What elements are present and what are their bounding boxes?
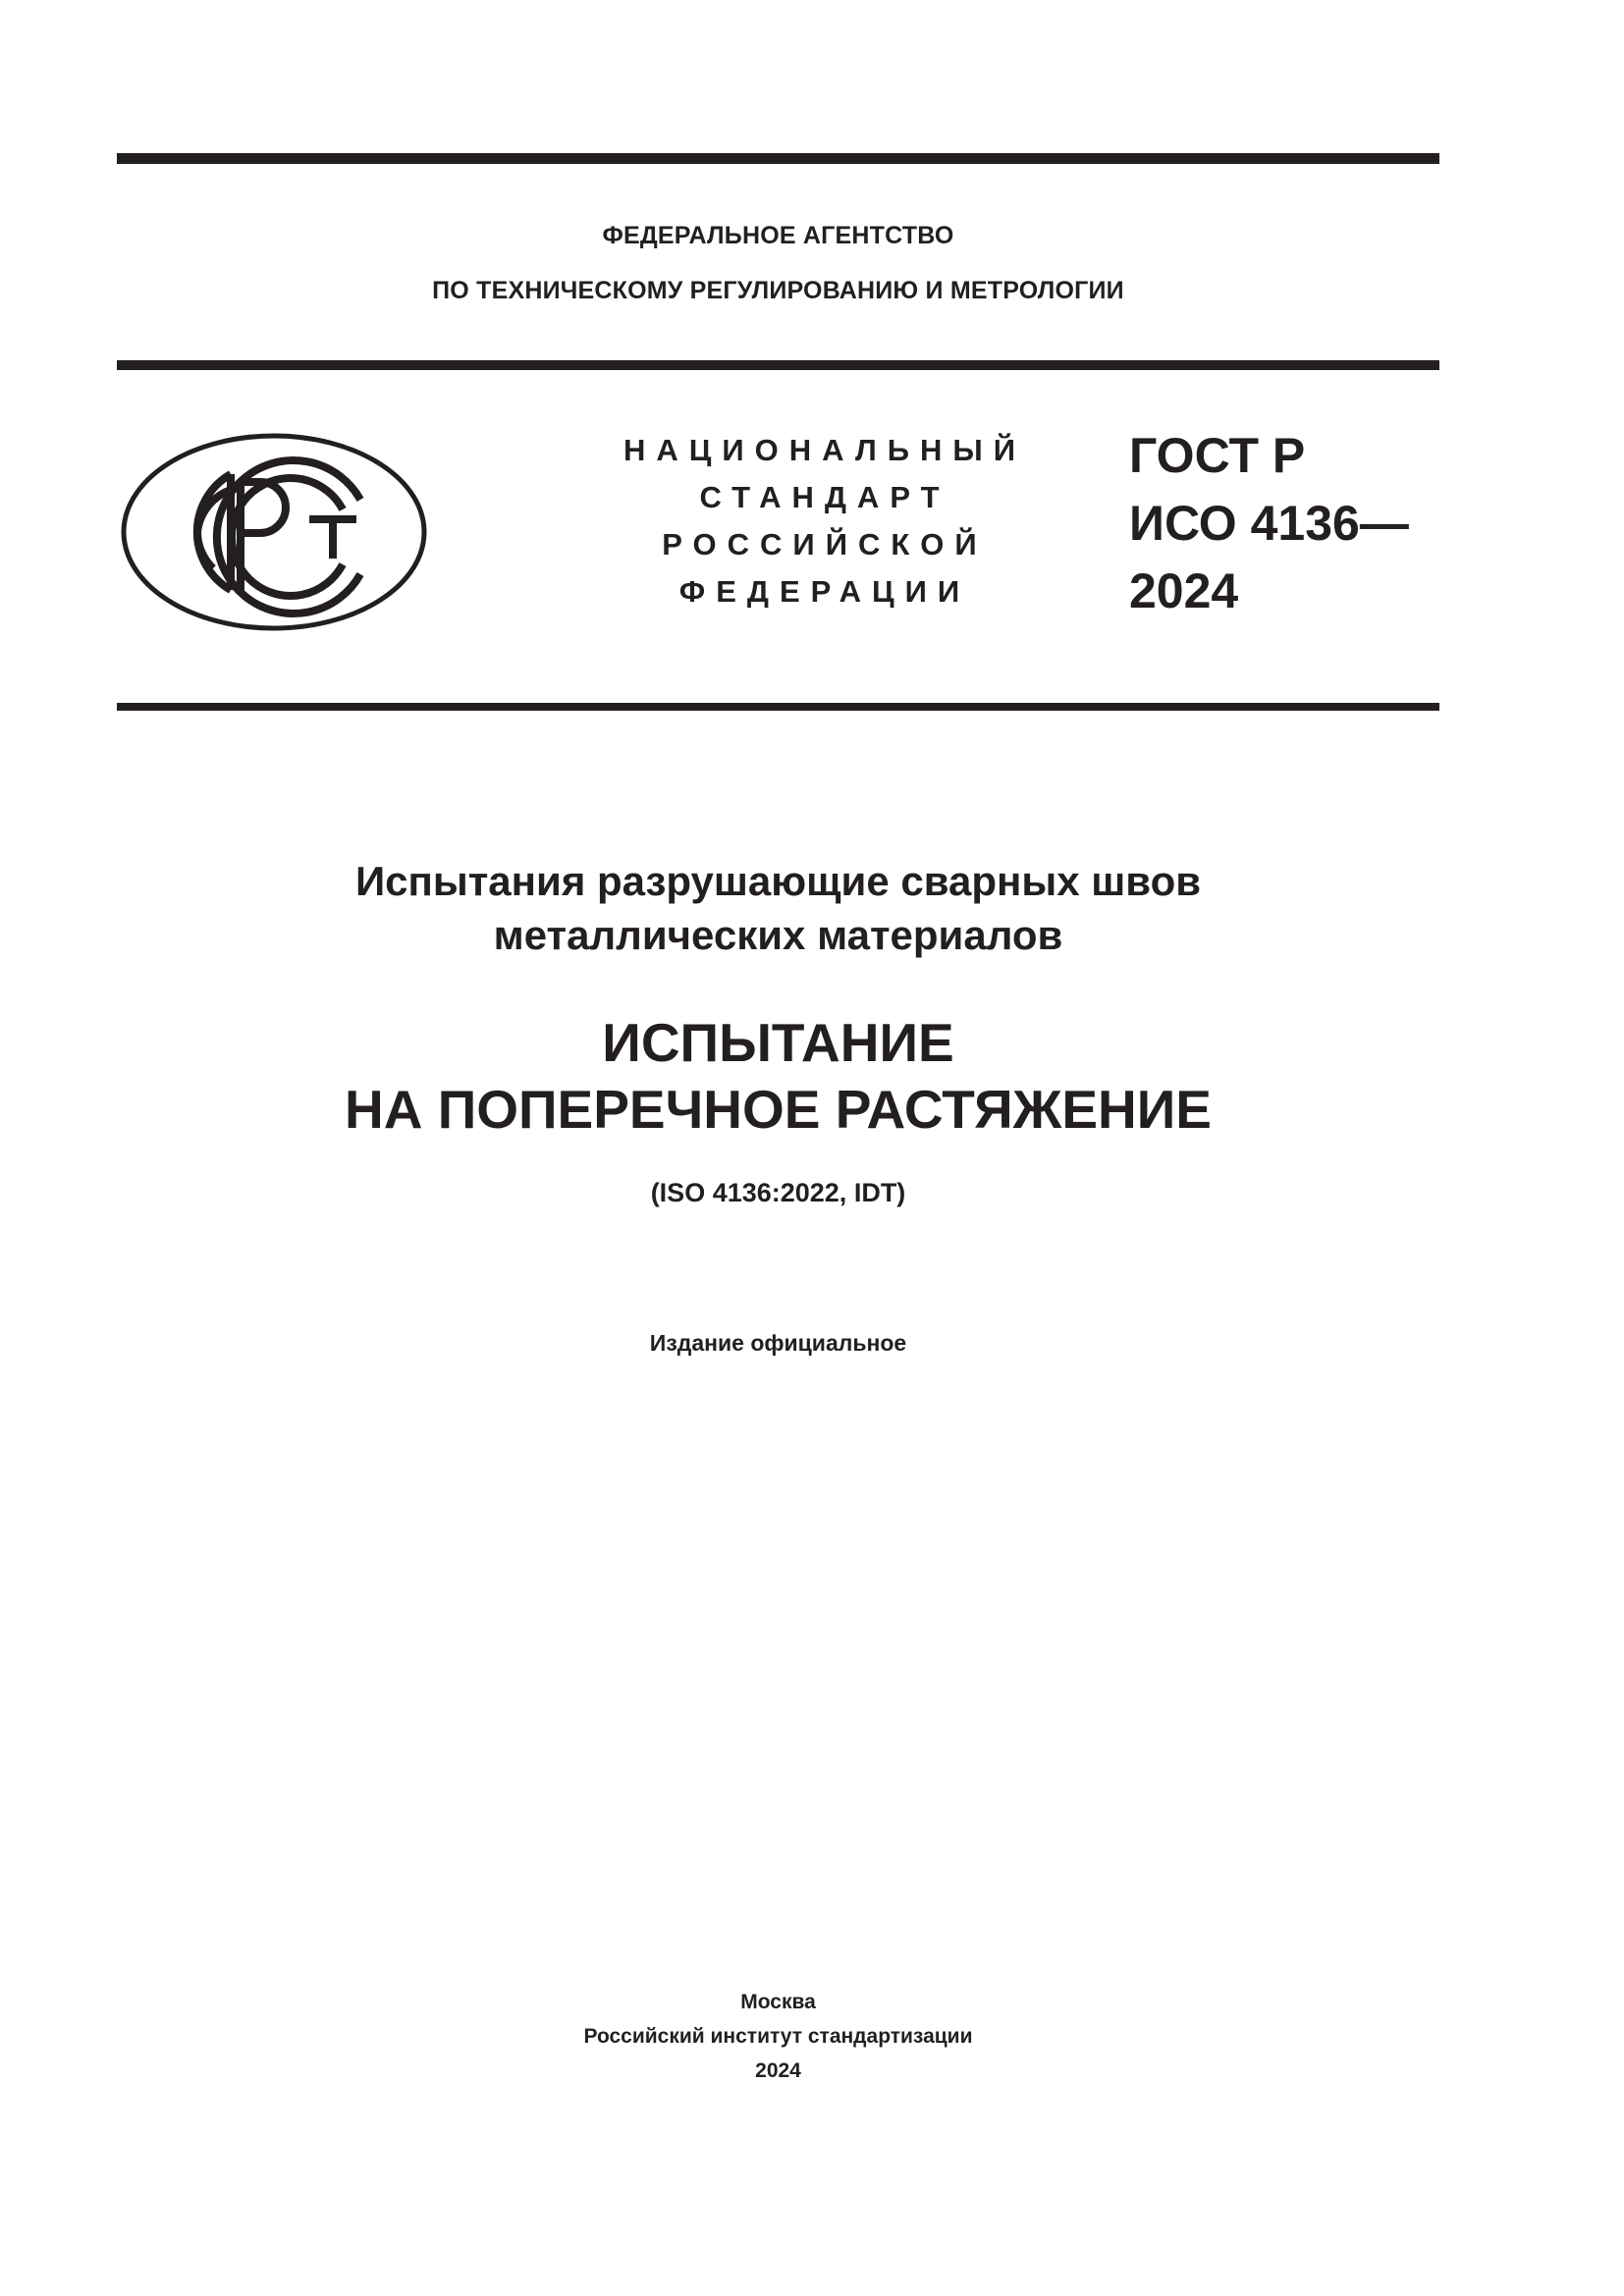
top-divider	[117, 153, 1439, 164]
agency-name-line-1: ФЕДЕРАЛЬНОЕ АГЕНТСТВО	[602, 222, 954, 249]
subtitle-line-1: Испытания разрушающие сварных швов	[354, 858, 1202, 904]
designation-line-3: 2024	[1129, 563, 1239, 618]
imprint-city: Москва	[740, 1991, 816, 2013]
designation-line-1: ГОСТ Р	[1129, 428, 1306, 483]
iso-reference: (ISO 4136:2022, IDT)	[650, 1178, 906, 1207]
document-subtitle	[117, 854, 1439, 962]
edition-note: Издание официальное	[649, 1330, 907, 1356]
rst-certification-mark-icon	[117, 429, 431, 635]
national-standard-line-3: РОССИЙСКОЙ	[662, 527, 988, 561]
national-standard-line-2: СТАНДАРТ	[699, 480, 950, 514]
document-title	[117, 1009, 1439, 1143]
title-line-1: ИСПЫТАНИЕ	[602, 1012, 954, 1073]
national-standard-line-4: ФЕДЕРАЦИИ	[678, 574, 971, 609]
header-divider	[117, 360, 1439, 370]
title-line-2: НА ПОПЕРЕЧНОЕ РАСТЯЖЕНИЕ	[344, 1079, 1212, 1140]
national-standard-line-1: НАЦИОНАЛЬНЫЙ	[623, 433, 1027, 467]
imprint-publisher: Российский институт стандартизации	[583, 2025, 973, 2048]
subtitle-line-2: металлических материалов	[493, 912, 1063, 958]
designation-line-2: ИСО 4136—	[1129, 496, 1409, 551]
national-standard-label	[589, 427, 1060, 615]
imprint	[117, 1985, 1439, 2088]
title-block-divider	[117, 703, 1439, 711]
agency-name-line-2: ПО ТЕХНИЧЕСКОМУ РЕГУЛИРОВАНИЮ И МЕТРОЛОГИИ	[432, 277, 1124, 304]
imprint-year: 2024	[755, 2059, 801, 2082]
standard-designation	[1129, 422, 1409, 625]
